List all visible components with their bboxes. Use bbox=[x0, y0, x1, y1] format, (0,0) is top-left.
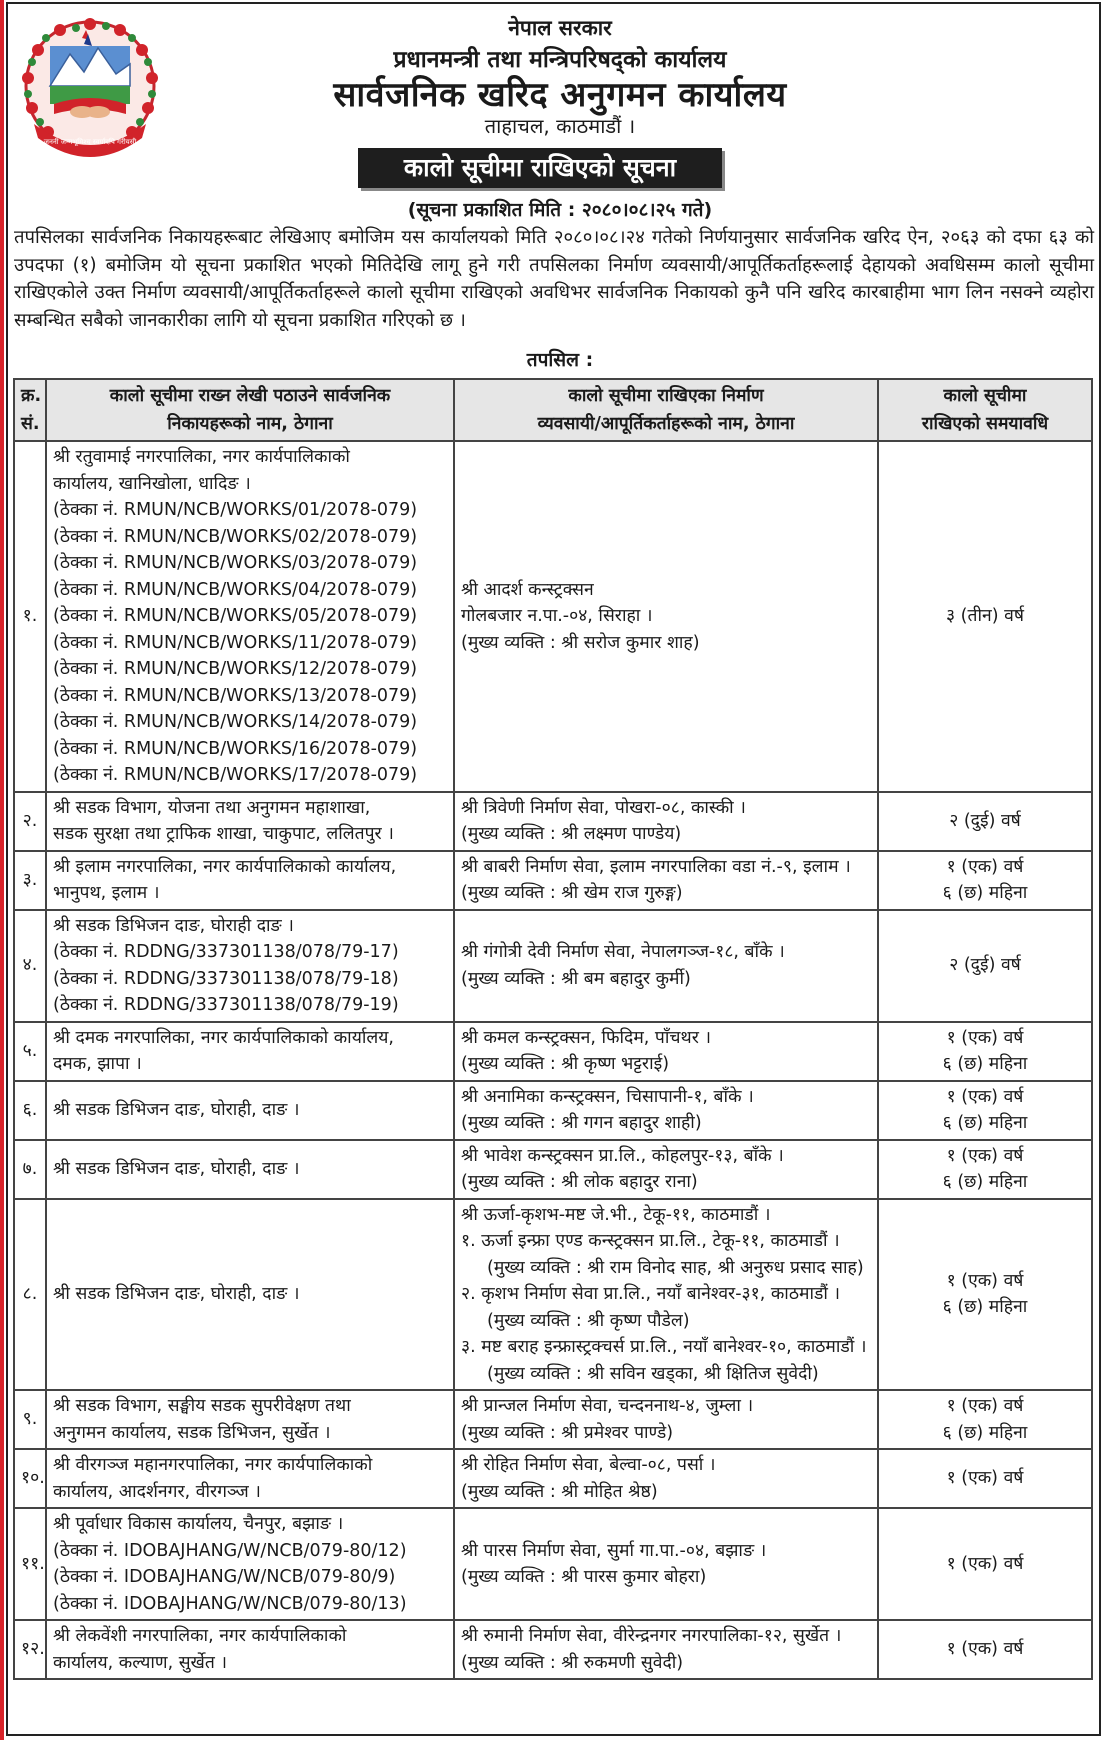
firm-cell bbox=[454, 1022, 878, 1081]
entity-cell-line: श्री सडक डिभिजन दाङ, घोराही, दाङ । bbox=[53, 1284, 300, 1304]
serial-number: ८. bbox=[14, 1199, 46, 1391]
entity-cell-line: (ठेक्का नं. IDOBAJHANG/W/NCB/079-80/13) bbox=[53, 1593, 407, 1614]
serial-number: ५. bbox=[14, 1022, 46, 1081]
serial-number: १०. bbox=[14, 1449, 46, 1508]
firm-cell-line: १. ऊर्जा इन्फ्रा एण्ड कन्स्ट्रक्सन प्रा.लि., टेकू-११, काठमाडौं । bbox=[461, 1231, 840, 1251]
period-cell bbox=[878, 792, 1092, 851]
notice-title-banner: कालो सूचीमा राखिएको सूचना bbox=[358, 148, 722, 188]
firm-cell-line: (मुख्य व्यक्ति : श्री कृष्ण भट्टराई) bbox=[461, 1054, 670, 1074]
entity-cell-line: (ठेक्का नं. RMUN/NCB/WORKS/05/2078-079) bbox=[53, 606, 418, 626]
entity-cell-line: (ठेक्का नं. IDOBAJHANG/W/NCB/079-80/12) bbox=[53, 1540, 407, 1561]
entity-cell-line: श्री वीरगञ्ज महानगरपालिका, नगर कार्यपालिकाको bbox=[53, 1455, 373, 1475]
period-cell-line: १ (एक) वर्ष bbox=[946, 1396, 1024, 1416]
firm-cell-line: ३. मष्ट बराह इन्फ्रास्ट्रक्चर्स प्रा.लि., नयाँ बानेश्वर-१०, काठमाडौं । bbox=[461, 1337, 867, 1357]
period-cell-line: २ (दुई) वर्ष bbox=[949, 955, 1021, 976]
blacklist-table bbox=[13, 378, 1093, 1680]
entity-cell-line: श्री सडक विभाग, सङ्घीय सडक सुपरीवेक्षण तथा bbox=[53, 1396, 351, 1416]
firm-cell-line: श्री अनामिका कन्स्ट्रक्सन, चिसापानी-१, बाँके । bbox=[461, 1086, 754, 1107]
entity-cell-line: भानुपथ, इलाम । bbox=[53, 883, 160, 903]
period-cell bbox=[878, 1508, 1092, 1620]
firm-cell bbox=[454, 1508, 878, 1620]
entity-cell-line: (ठेक्का नं. RMUN/NCB/WORKS/14/2078-079) bbox=[53, 712, 418, 732]
period-cell bbox=[878, 1022, 1092, 1081]
firm-cell-line: (मुख्य व्यक्ति : श्री लोक बहादुर राना) bbox=[461, 1172, 698, 1192]
serial-number: ४. bbox=[14, 910, 46, 1022]
firm-cell-line: (मुख्य व्यक्ति : श्री रुकमणी सुवेदी) bbox=[461, 1652, 684, 1673]
period-cell bbox=[878, 441, 1092, 792]
entity-cell bbox=[46, 1620, 454, 1679]
entity-cell-line: (ठेक्का नं. RMUN/NCB/WORKS/01/2078-079) bbox=[53, 500, 418, 520]
firm-cell bbox=[454, 1140, 878, 1199]
table-row bbox=[14, 792, 1092, 851]
entity-cell bbox=[46, 851, 454, 910]
period-cell bbox=[878, 1390, 1092, 1449]
entity-cell bbox=[46, 1199, 454, 1391]
entity-cell-line: श्री सडक डिभिजन दाङ, घोराही, दाङ । bbox=[53, 1158, 300, 1179]
firm-cell-line: (मुख्य व्यक्ति : श्री सरोज कुमार शाह) bbox=[461, 632, 700, 653]
serial-number: ९. bbox=[14, 1390, 46, 1449]
entity-cell-line: श्री लेकवेंशी नगरपालिका, नगर कार्यपालिकाको bbox=[53, 1626, 347, 1646]
firm-cell-line: (मुख्य व्यक्ति : श्री सविन खड्का, श्री क्षितिज सुवेदी) bbox=[487, 1363, 819, 1384]
emblem-motto: जननी जन्मभूमिश्च स्वर्गादपि गरीयसी bbox=[43, 138, 137, 146]
table-row bbox=[14, 1081, 1092, 1140]
period-cell-line: ६ (छ) महिना bbox=[942, 1422, 1028, 1443]
entity-cell-line: (ठेक्का नं. RMUN/NCB/WORKS/13/2078-079) bbox=[53, 685, 418, 706]
period-cell-line: ६ (छ) महिना bbox=[942, 1297, 1028, 1318]
period-cell-line: ६ (छ) महिना bbox=[942, 1172, 1028, 1192]
entity-cell-line: (ठेक्का नं. RMUN/NCB/WORKS/11/2078-079) bbox=[53, 632, 418, 653]
period-cell-line: १ (एक) वर्ष bbox=[946, 1027, 1024, 1048]
serial-number: ६. bbox=[14, 1081, 46, 1140]
period-cell-line: १ (एक) वर्ष bbox=[946, 1270, 1024, 1291]
entity-cell-line: सडक सुरक्षा तथा ट्राफिक शाखा, चाकुपाट, ललितपुर । bbox=[53, 824, 394, 844]
period-cell bbox=[878, 910, 1092, 1022]
government-name: नेपाल सरकार bbox=[508, 16, 612, 40]
period-cell-line: १ (एक) वर्ष bbox=[946, 1145, 1024, 1166]
firm-cell bbox=[454, 1081, 878, 1140]
agency-address: ताहाचल, काठमाडौं । bbox=[484, 114, 636, 138]
period-cell-line: ६ (छ) महिना bbox=[942, 883, 1028, 903]
entity-cell-line: कार्यालय, आदर्शनगर, वीरगञ्ज । bbox=[53, 1481, 261, 1502]
left-red-border bbox=[0, 0, 4, 1740]
office-name: प्रधानमन्त्री तथा मन्त्रिपरिषद्को कार्यालय bbox=[393, 47, 727, 73]
header-entity: कालो सूचीमा राख्न लेखी पठाउने सार्वजनिक निकायहरूको नाम, ठेगाना bbox=[46, 379, 454, 441]
table-row bbox=[14, 851, 1092, 910]
table-row bbox=[14, 910, 1092, 1022]
intro-paragraph: तपसिलका सार्वजनिक निकायहरूबाट लेखिआए बमोजिम यस कार्यालयको मिति २०८०।०८।२४ गतेको निर्णयानुसार सार्वजनिक खरिद ऐन, २०६३ को दफा ६३ को उपदफा (१) बमोजिम यो सूचना प्रकाशित भएको मितिदेखि लागू हुने गरी तपसिलका निर्माण व्यवसायी/आपूर्तिकर्ताहरूलाई देहायको अवधिसम्म कालो सूचीमा राखिएकोले उक्त निर्माण व्यवसायी/आपूर्तिकर्ताहरूले कालो सूचीमा राखिएको अवधिभर सार्वजनिक निकायको कुनै पनि खरिद कारबाहीमा भाग लिन नसक्ने व्यहोरा सम्बन्धित सबैको जानकारीका लागि यो सूचना प्रकाशित गरिएको छ । bbox=[14, 227, 1094, 331]
serial-number: १. bbox=[14, 441, 46, 792]
firm-cell-line: श्री गंगोत्री देवी निर्माण सेवा, नेपालगञ्ज-१८, बाँके । bbox=[461, 942, 785, 962]
firm-cell-line: (मुख्य व्यक्ति : श्री गगन बहादुर शाही) bbox=[461, 1113, 702, 1133]
entity-cell-line: श्री इलाम नगरपालिका, नगर कार्यपालिकाको कार्यालय, bbox=[53, 856, 397, 877]
period-cell bbox=[878, 1620, 1092, 1679]
serial-number: ७. bbox=[14, 1140, 46, 1199]
publish-date: (सूचना प्रकाशित मिति : २०८०।०८।२५ गते) bbox=[407, 199, 713, 221]
entity-cell bbox=[46, 1140, 454, 1199]
firm-cell bbox=[454, 1390, 878, 1449]
entity-cell-line: (ठेक्का नं. IDOBAJHANG/W/NCB/079-80/9) bbox=[53, 1567, 396, 1587]
header-serial: क्र. सं. bbox=[14, 379, 46, 441]
firm-cell-line: (मुख्य व्यक्ति : श्री कृष्ण पौडेल) bbox=[487, 1310, 690, 1331]
period-cell bbox=[878, 1199, 1092, 1391]
header-firm: कालो सूचीमा राखिएका निर्माण व्यवसायी/आपूर्तिकर्ताहरूको नाम, ठेगाना bbox=[454, 379, 878, 441]
firm-cell-line: गोलबजार न.पा.-०४, सिराहा । bbox=[461, 606, 653, 626]
firm-cell-line: श्री रुमानी निर्माण सेवा, वीरेन्द्रनगर नगरपालिका-१२, सुर्खेत । bbox=[461, 1626, 842, 1646]
serial-number: १२. bbox=[14, 1620, 46, 1679]
table-row bbox=[14, 1199, 1092, 1391]
firm-cell-line: (मुख्य व्यक्ति : श्री राम विनोद साह, श्री अनुरुध प्रसाद साह) bbox=[487, 1257, 864, 1278]
period-cell-line: ३ (तीन) वर्ष bbox=[946, 606, 1024, 626]
period-cell-line: २ (दुई) वर्ष bbox=[949, 810, 1021, 831]
firm-cell bbox=[454, 910, 878, 1022]
entity-cell-line: (ठेक्का नं. RMUN/NCB/WORKS/04/2078-079) bbox=[53, 579, 418, 600]
entity-cell bbox=[46, 792, 454, 851]
firm-cell-line: (मुख्य व्यक्ति : श्री खेम राज गुरुङ्ग) bbox=[461, 883, 683, 903]
firm-cell-line: श्री बाबरी निर्माण सेवा, इलाम नगरपालिका वडा नं.-९, इलाम । bbox=[461, 856, 851, 877]
entity-cell bbox=[46, 1081, 454, 1140]
period-cell bbox=[878, 1081, 1092, 1140]
entity-cell-line: श्री सडक डिभिजन दाङ, घोराही दाङ । bbox=[53, 915, 294, 936]
firm-cell-line: (मुख्य व्यक्ति : श्री लक्ष्मण पाण्डेय) bbox=[461, 824, 682, 844]
table-row bbox=[14, 1508, 1092, 1620]
entity-cell-line: (ठेक्का नं. RMUN/NCB/WORKS/16/2078-079) bbox=[53, 738, 418, 759]
period-cell bbox=[878, 1140, 1092, 1199]
entity-cell-line: अनुगमन कार्यालय, सडक डिभिजन, सुर्खेत । bbox=[53, 1422, 331, 1443]
entity-cell bbox=[46, 1022, 454, 1081]
firm-cell-line: (मुख्य व्यक्ति : श्री पारस कुमार बोहरा) bbox=[461, 1567, 707, 1587]
period-cell-line: १ (एक) वर्ष bbox=[946, 1468, 1024, 1489]
header-period: कालो सूचीमा राखिएको समयावधि bbox=[878, 379, 1092, 441]
firm-cell bbox=[454, 1620, 878, 1679]
entity-cell-line: (ठेक्का नं. RMUN/NCB/WORKS/03/2078-079) bbox=[53, 553, 418, 573]
table-body bbox=[14, 441, 1092, 1679]
table-row bbox=[14, 1390, 1092, 1449]
table-row bbox=[14, 1449, 1092, 1508]
entity-cell-line: श्री सडक डिभिजन दाङ, घोराही, दाङ । bbox=[53, 1099, 300, 1120]
firm-cell bbox=[454, 441, 878, 792]
period-cell-line: ६ (छ) महिना bbox=[942, 1054, 1028, 1074]
firm-cell-line: श्री आदर्श कन्स्ट्रक्सन bbox=[461, 579, 594, 600]
agency-name: सार्वजनिक खरिद अनुगमन कार्यालय bbox=[333, 75, 787, 115]
firm-cell-line: (मुख्य व्यक्ति : श्री बम बहादुर कुर्मी) bbox=[461, 968, 691, 989]
entity-cell-line: श्री दमक नगरपालिका, नगर कार्यपालिकाको कार्यालय, bbox=[53, 1027, 394, 1048]
entity-cell-line: (ठेक्का नं. RMUN/NCB/WORKS/17/2078-079) bbox=[53, 765, 418, 785]
firm-cell-line: २. कृशभ निर्माण सेवा प्रा.लि., नयाँ बानेश्वर-३१, काठमाडौं । bbox=[461, 1284, 841, 1304]
period-cell-line: ६ (छ) महिना bbox=[942, 1113, 1028, 1133]
firm-cell-line: (मुख्य व्यक्ति : श्री प्रमेश्वर पाण्डे) bbox=[461, 1422, 674, 1443]
table-row bbox=[14, 1140, 1092, 1199]
tapsil-heading: तपसिल : bbox=[526, 349, 594, 371]
entity-cell bbox=[46, 1390, 454, 1449]
entity-cell-line: (ठेक्का नं. RMUN/NCB/WORKS/02/2078-079) bbox=[53, 526, 418, 547]
firm-cell-line: श्री पारस निर्माण सेवा, सुर्मा गा.पा.-०४, बझाङ । bbox=[461, 1540, 767, 1561]
serial-number: ३. bbox=[14, 851, 46, 910]
entity-cell-line: कार्यालय, कल्याण, सुर्खेत । bbox=[53, 1652, 228, 1673]
serial-number: २. bbox=[14, 792, 46, 851]
firm-cell-line: श्री त्रिवेणी निर्माण सेवा, पोखरा-०८, कास्की । bbox=[461, 797, 746, 818]
entity-cell-line: (ठेक्का नं. RDDNG/337301138/078/79-19) bbox=[53, 995, 399, 1015]
period-cell-line: १ (एक) वर्ष bbox=[946, 1639, 1024, 1660]
entity-cell-line: (ठेक्का नं. RDDNG/337301138/078/79-18) bbox=[53, 968, 399, 989]
table-row bbox=[14, 1022, 1092, 1081]
firm-cell-line: श्री कमल कन्स्ट्रक्सन, फिदिम, पाँचथर । bbox=[461, 1027, 712, 1048]
firm-cell-line: श्री प्रान्जल निर्माण सेवा, चन्दननाथ-४, जुम्ला । bbox=[461, 1396, 754, 1416]
entity-cell bbox=[46, 1508, 454, 1620]
period-cell-line: १ (एक) वर्ष bbox=[946, 1086, 1024, 1107]
period-cell bbox=[878, 1449, 1092, 1508]
table-row bbox=[14, 1620, 1092, 1679]
period-cell-line: १ (एक) वर्ष bbox=[946, 1553, 1024, 1574]
period-cell-line: १ (एक) वर्ष bbox=[946, 856, 1024, 877]
entity-cell bbox=[46, 441, 454, 792]
entity-cell bbox=[46, 1449, 454, 1508]
entity-cell-line: दमक, झापा । bbox=[53, 1054, 142, 1074]
firm-cell-line: श्री रोहित निर्माण सेवा, बेल्वा-०८, पर्सा । bbox=[461, 1455, 716, 1475]
period-cell bbox=[878, 851, 1092, 910]
table-header-row bbox=[14, 379, 1092, 441]
table-row bbox=[14, 441, 1092, 792]
firm-cell-line: (मुख्य व्यक्ति : श्री मोहित श्रेष्ठ) bbox=[461, 1481, 658, 1502]
firm-cell bbox=[454, 1199, 878, 1391]
entity-cell-line: श्री रतुवामाई नगरपालिका, नगर कार्यपालिकाको bbox=[53, 447, 350, 467]
entity-cell-line: कार्यालय, खानिखोला, धादिङ । bbox=[53, 473, 251, 494]
entity-cell-line: श्री पूर्वाधार विकास कार्यालय, चैनपुर, बझाङ । bbox=[53, 1514, 344, 1534]
entity-cell-line: श्री सडक विभाग, योजना तथा अनुगमन महाशाखा, bbox=[53, 797, 371, 818]
firm-cell-line: श्री भावेश कन्स्ट्रक्सन प्रा.लि., कोहलपुर-१३, बाँके । bbox=[461, 1145, 784, 1166]
firm-cell bbox=[454, 792, 878, 851]
entity-cell bbox=[46, 910, 454, 1022]
firm-cell bbox=[454, 851, 878, 910]
firm-cell bbox=[454, 1449, 878, 1508]
serial-number: ११. bbox=[14, 1508, 46, 1620]
entity-cell-line: (ठेक्का नं. RDDNG/337301138/078/79-17) bbox=[53, 942, 399, 962]
entity-cell-line: (ठेक्का नं. RMUN/NCB/WORKS/12/2078-079) bbox=[53, 659, 418, 679]
firm-cell-line: श्री ऊर्जा-कृशभ-मष्ट जे.भी., टेकू-११, काठमाडौं । bbox=[461, 1204, 771, 1225]
